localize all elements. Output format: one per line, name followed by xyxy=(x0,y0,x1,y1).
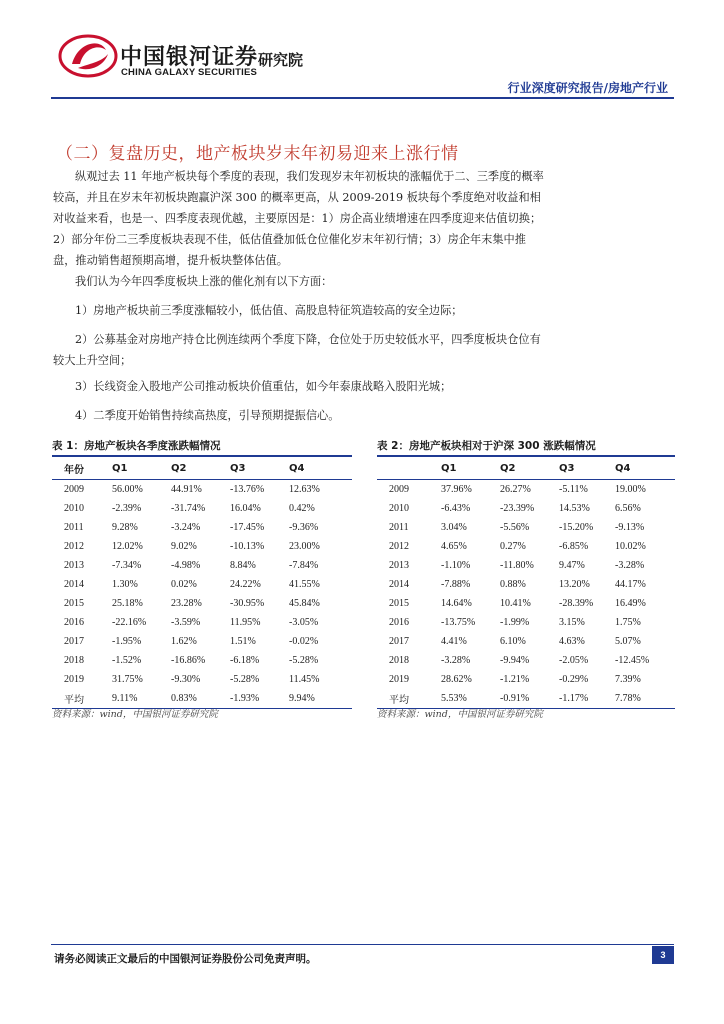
table-cell: -2.05% xyxy=(559,655,589,666)
table-cell: 23.00% xyxy=(289,541,320,552)
table-cell: 56.00% xyxy=(112,484,143,495)
table-row xyxy=(377,499,675,518)
table-cell: 9.94% xyxy=(289,689,352,709)
paragraph-catalysts: 我们认为今年四季度板块上涨的催化剂有以下方面： xyxy=(75,275,333,288)
table-cell: 45.84% xyxy=(289,598,320,609)
table-row xyxy=(52,575,352,594)
table-row xyxy=(52,670,352,689)
table-cell: -3.28% xyxy=(615,560,645,571)
table-cell: -3.59% xyxy=(171,617,201,628)
table-cell: 25.18% xyxy=(112,598,143,609)
table-cell: 2013 xyxy=(389,560,409,571)
table-cell: 1.51% xyxy=(230,636,256,647)
table-header-cell: 年份 xyxy=(52,456,112,480)
table-cell: 37.96% xyxy=(441,484,472,495)
table-cell: 0.88% xyxy=(500,579,526,590)
table-cell: 2018 xyxy=(64,655,84,666)
table-cell: -9.13% xyxy=(615,522,645,533)
table-cell: -0.91% xyxy=(500,689,559,709)
table-cell: -1.95% xyxy=(112,636,142,647)
table-cell: 2013 xyxy=(64,560,84,571)
table-cell: -22.16% xyxy=(112,617,147,628)
table-cell: 1.30% xyxy=(112,579,138,590)
table-cell: 0.42% xyxy=(289,503,315,514)
paragraph-point-3: 3）长线资金入股地产公司推动板块价值重估，如今年泰康战略入股阳光城； xyxy=(75,380,452,393)
table-cell: -4.98% xyxy=(171,560,201,571)
table-cell: 41.55% xyxy=(289,579,320,590)
table-cell: 4.65% xyxy=(441,541,467,552)
table-cell: 44.17% xyxy=(615,579,646,590)
table-cell: 2011 xyxy=(389,522,409,533)
table-cell: -3.05% xyxy=(289,617,319,628)
table-header-cell: Q3 xyxy=(559,456,615,480)
table-cell: 9.11% xyxy=(112,689,171,709)
table-header-row xyxy=(377,456,675,480)
table-cell: 8.84% xyxy=(230,560,256,571)
table-cell: -7.88% xyxy=(441,579,471,590)
report-type: 行业深度研究报告/房地产行业 xyxy=(507,81,668,95)
table-cell: 3.15% xyxy=(559,617,585,628)
table-cell: -17.45% xyxy=(230,522,265,533)
table-cell: -28.39% xyxy=(559,598,594,609)
institute-label: 研究院 xyxy=(258,51,304,69)
table-cell: 44.91% xyxy=(171,484,202,495)
table-header-row xyxy=(52,456,352,480)
table-cell: 0.27% xyxy=(500,541,526,552)
paragraph-point-4: 4）二季度开始销售持续高热度，引导预期提振信心。 xyxy=(75,409,340,422)
paragraph-point-1: 1）房地产板块前三季度涨幅较小，低估值、高股息特征筑造较高的安全边际； xyxy=(75,304,463,317)
table-cell: 26.27% xyxy=(500,484,531,495)
table-cell: 9.02% xyxy=(171,541,197,552)
table-cell: 2009 xyxy=(389,484,409,495)
table-cell: 14.64% xyxy=(441,598,472,609)
table-cell: 16.49% xyxy=(615,598,646,609)
table-cell: 2012 xyxy=(389,541,409,552)
table-cell: 11.45% xyxy=(289,674,320,685)
table-cell: 24.22% xyxy=(230,579,261,590)
table-cell: 10.02% xyxy=(615,541,646,552)
table-cell: 1.75% xyxy=(615,617,641,628)
table-row xyxy=(52,537,352,556)
header-divider xyxy=(51,97,674,99)
page-number: 3 xyxy=(652,946,674,964)
table-cell: 2019 xyxy=(64,674,84,685)
table-cell: -16.86% xyxy=(171,655,206,666)
table-cell: 4.41% xyxy=(441,636,467,647)
table-cell: 7.78% xyxy=(615,689,675,709)
table-cell: -2.39% xyxy=(112,503,142,514)
table-row xyxy=(52,518,352,537)
table2 xyxy=(377,455,675,709)
table-cell: -1.99% xyxy=(500,617,530,628)
table-cell: -7.34% xyxy=(112,560,142,571)
table-cell: 2018 xyxy=(389,655,409,666)
table-cell: -5.56% xyxy=(500,522,530,533)
table-cell: 9.28% xyxy=(112,522,138,533)
table-cell: 23.28% xyxy=(171,598,202,609)
table-cell: 2016 xyxy=(389,617,409,628)
table-row xyxy=(377,632,675,651)
table-row xyxy=(377,670,675,689)
table-cell: -5.28% xyxy=(289,655,319,666)
table-cell: 平均 xyxy=(377,689,441,709)
table-cell: -31.74% xyxy=(171,503,206,514)
table-header-cell: Q2 xyxy=(171,456,230,480)
table1 xyxy=(52,455,352,709)
table-cell: 10.41% xyxy=(500,598,531,609)
section-title: （二）复盘历史，地产板块岁末年初易迎来上涨行情 xyxy=(56,144,459,164)
table-cell: -5.11% xyxy=(559,484,588,495)
table-row xyxy=(377,651,675,670)
table-row xyxy=(52,632,352,651)
table-row xyxy=(377,518,675,537)
table-row xyxy=(377,556,675,575)
table-cell: 4.63% xyxy=(559,636,585,647)
table-row xyxy=(377,480,675,500)
table-cell: 2017 xyxy=(389,636,409,647)
table-cell: -1.17% xyxy=(559,689,615,709)
table-row xyxy=(52,651,352,670)
table-row xyxy=(377,537,675,556)
brand-name-cn: 中国银河证券 xyxy=(120,45,259,70)
table-cell: -9.36% xyxy=(289,522,319,533)
table-cell: -15.20% xyxy=(559,522,594,533)
table-cell: 2011 xyxy=(64,522,84,533)
table-cell: 5.07% xyxy=(615,636,641,647)
table1-title: 表 1：房地产板块各季度涨跌幅情况 xyxy=(52,440,221,452)
table-header-cell: Q4 xyxy=(615,456,675,480)
table-cell: -3.28% xyxy=(441,655,471,666)
table2-title: 表 2：房地产板块相对于沪深 300 涨跌幅情况 xyxy=(377,440,596,452)
table-cell: 2015 xyxy=(389,598,409,609)
table-cell: 5.53% xyxy=(441,689,500,709)
table-header-cell: Q1 xyxy=(441,456,500,480)
table-row xyxy=(52,613,352,632)
table-cell: 2017 xyxy=(64,636,84,647)
table-cell: 1.62% xyxy=(171,636,197,647)
table-header-cell: Q1 xyxy=(112,456,171,480)
table-cell: -3.24% xyxy=(171,522,201,533)
table-row xyxy=(52,556,352,575)
table-header-cell: Q2 xyxy=(500,456,559,480)
table-header-cell xyxy=(377,456,441,480)
table-cell: 9.47% xyxy=(559,560,585,571)
table-row xyxy=(52,594,352,613)
table-cell: -7.84% xyxy=(289,560,319,571)
table-cell: 3.04% xyxy=(441,522,467,533)
table-cell: -1.21% xyxy=(500,674,530,685)
table-cell: 7.39% xyxy=(615,674,641,685)
table-cell: -6.18% xyxy=(230,655,260,666)
brand-name-en: CHINA GALAXY SECURITIES xyxy=(121,67,258,78)
table-cell: 2014 xyxy=(64,579,84,590)
table-cell: 12.02% xyxy=(112,541,143,552)
table-cell: 2010 xyxy=(389,503,409,514)
table-cell: 2012 xyxy=(64,541,84,552)
table-cell: -10.13% xyxy=(230,541,265,552)
table-cell: 2019 xyxy=(389,674,409,685)
table-cell: 2016 xyxy=(64,617,84,628)
table-cell: 14.53% xyxy=(559,503,590,514)
table-cell: -5.28% xyxy=(230,674,260,685)
table-row xyxy=(377,613,675,632)
table-cell: 平均 xyxy=(52,689,112,709)
table-cell: 13.20% xyxy=(559,579,590,590)
table-row xyxy=(377,594,675,613)
table-cell: -9.94% xyxy=(500,655,530,666)
table-cell: -1.52% xyxy=(112,655,142,666)
table-cell: -0.29% xyxy=(559,674,589,685)
table-cell: 2015 xyxy=(64,598,84,609)
table-cell: -13.75% xyxy=(441,617,476,628)
table2-source: 资料来源：wind，中国银河证券研究院 xyxy=(377,709,543,720)
galaxy-logo-icon xyxy=(58,34,118,78)
table-row xyxy=(52,480,352,500)
table-cell: -12.45% xyxy=(615,655,650,666)
table-header-cell: Q3 xyxy=(230,456,289,480)
table-cell: 0.02% xyxy=(171,579,197,590)
table1-source: 资料来源：wind，中国银河证券研究院 xyxy=(52,709,218,720)
table-cell: -11.80% xyxy=(500,560,534,571)
footer-disclaimer: 请务必阅读正文最后的中国银河证券股份公司免责声明。 xyxy=(54,953,317,965)
table-cell: 16.04% xyxy=(230,503,261,514)
table-cell: -6.85% xyxy=(559,541,589,552)
footer-divider xyxy=(51,944,674,945)
table-row xyxy=(52,499,352,518)
table-cell: 2014 xyxy=(389,579,409,590)
table-row xyxy=(377,575,675,594)
table-cell: -0.02% xyxy=(289,636,319,647)
table-cell: 31.75% xyxy=(112,674,143,685)
table-cell: -9.30% xyxy=(171,674,201,685)
table-cell: -1.93% xyxy=(230,689,289,709)
table-cell: 28.62% xyxy=(441,674,472,685)
table-header-cell: Q4 xyxy=(289,456,352,480)
table-cell: -13.76% xyxy=(230,484,265,495)
table-cell: -6.43% xyxy=(441,503,471,514)
table-cell: 19.00% xyxy=(615,484,646,495)
table-cell: -23.39% xyxy=(500,503,535,514)
table-cell: 11.95% xyxy=(230,617,261,628)
paragraph-point-2: 2）公募基金对房地产持仓比例连续两个季度下降，仓位处于历史较低水平，四季度板块仓位有较大上升空间； xyxy=(53,333,541,367)
table-cell: 12.63% xyxy=(289,484,320,495)
table-cell: 2009 xyxy=(64,484,84,495)
paragraph-intro: 纵观过去 11 年地产板块每个季度的表现，我们发现岁末年初板块的涨幅优于二、三季度的概率较高，并且在岁末年初板块跑赢沪深 300 的概率更高，从 2009-2019 板块每个季度绝对收益和相对收益来看，也是一、四季度表现优越，主要原因是：1）房企高业绩增速在四季度迎来估值切换；2）部分年份二三季度板块表现不佳，低估值叠加低仓位催化岁末年初行情；3）房企年末集中推盘，推动销售超预期高增，提升板块整体估值。 xyxy=(53,170,544,267)
table-cell: 0.83% xyxy=(171,689,230,709)
table-cell: 2010 xyxy=(64,503,84,514)
table-cell: 6.56% xyxy=(615,503,641,514)
table-cell: 6.10% xyxy=(500,636,526,647)
table-cell: -1.10% xyxy=(441,560,471,571)
table-cell: -30.95% xyxy=(230,598,265,609)
